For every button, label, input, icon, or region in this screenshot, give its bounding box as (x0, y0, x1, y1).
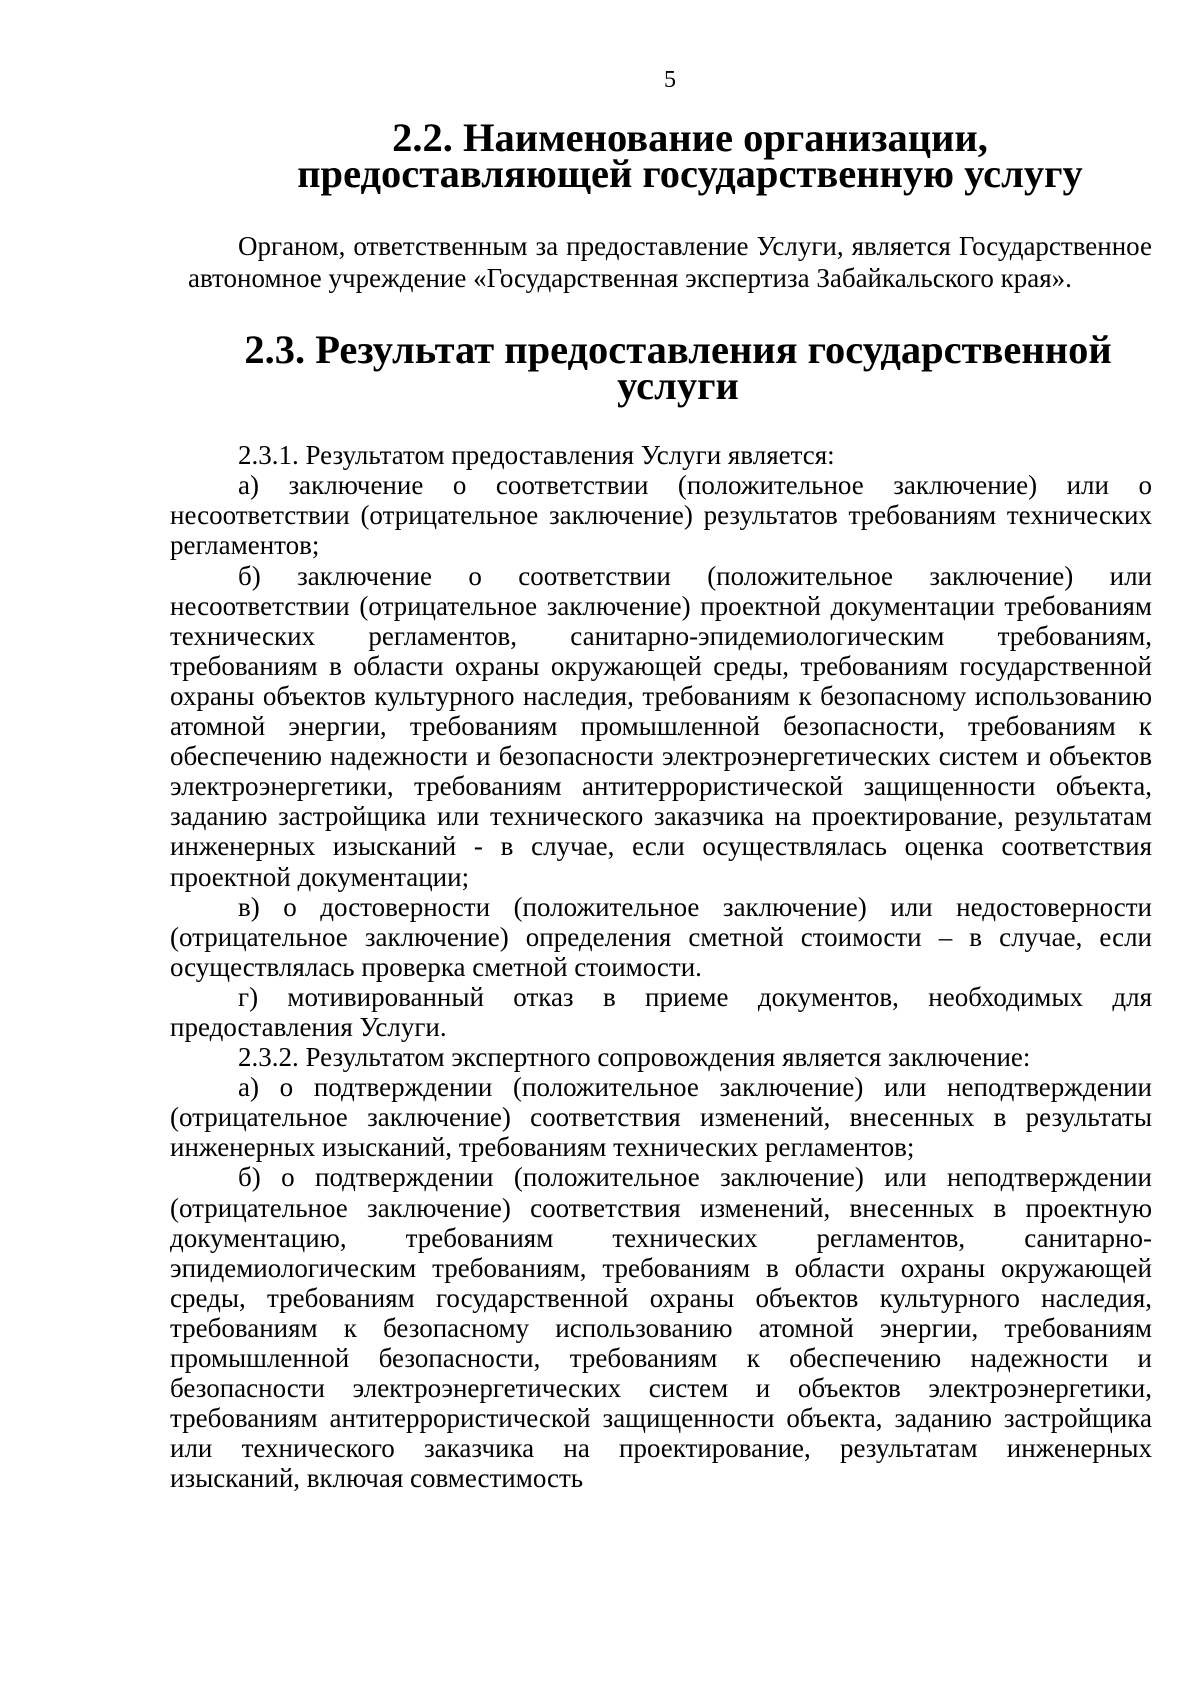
section-2-3-paragraph: г) мотивированный отказ в приеме документов, необходимых для предоставления Услуги. (170, 981, 1152, 1042)
section-2-2-heading-line1: 2.2. Наименование организации, (392, 115, 988, 160)
section-2-3-paragraph: а) о подтверждении (положительное заключение) или неподтверждении (отрицательное заключение) соответствия изменений, внесенных в результаты инженерных изысканий, требованиям технических регламентов; (170, 1072, 1152, 1163)
section-2-3-paragraph: 2.3.2. Результатом экспертного сопровождения является заключение: (238, 1042, 1031, 1073)
section-2-3-text (170, 440, 1152, 1493)
section-2-3 (170, 327, 1152, 1494)
section-2-3-heading: 2.3. Результат предоставления государственной услуги (244, 327, 1112, 409)
section-2-3-paragraph: б) о подтверждении (положительное заключение) или неподтверждении (отрицательное заключение) соответствия изменений, внесенных в проектную документацию, требованиям технических регламентов, санитарно-эпидемиологическим требованиям, требованиям в области охраны окружающей среды, требованиям государственной охраны объектов культурного наследия, требованиям к безопасному использованию атомной энергии, требованиям промышленной безопасности, требованиям к обеспечению надежности и безопасности электроэнергетических систем и объектов электроэнергетики, требованиям антитеррористической защищенности объекта, заданию застройщика или технического заказчика на проектирование, результатам инженерных изысканий, включая совместимость (170, 1162, 1152, 1494)
section-2-2-paragraph: Органом, ответственным за предоставление Услуги, является Государственное автономное учреждение «Государственная экспертиза Забайкальского края». (188, 231, 1152, 294)
section-2-2-heading-line2: предоставляющей государственную услугу (297, 151, 1083, 196)
section-2-3-paragraph: в) о достоверности (положительное заключение) или недостоверности (отрицательное заключение) определения сметной стоимости – в случае, если осуществлялась проверка сметной стоимости. (170, 891, 1152, 982)
page-number: 5 (664, 67, 676, 93)
document-body (170, 115, 1152, 1494)
section-2-3-paragraph: б) заключение о соответствии (положительное заключение) или несоответствии (отрицательное заключение) проектной документации требованиям технических регламентов, санитарно-эпидемиологическим требованиям, требованиям в области охраны окружающей среды, требованиям государственной охраны объектов культурного наследия, требованиям к безопасному использованию атомной энергии, требованиям промышленной безопасности, требованиям к обеспечению надежности и безопасности электроэнергетических систем и объектов электроэнергетики, требованиям антитеррористической защищенности объекта, заданию застройщика или технического заказчика на проектирование, результатам инженерных изысканий - в случае, если осуществлялась оценка соответствия проектной документации; (170, 560, 1152, 892)
section-2-3-paragraph: а) заключение о соответствии (положительное заключение) или о несоответствии (отрицательное заключение) результатов требованиям технических регламентов; (170, 470, 1152, 561)
section-2-2-heading (228, 115, 1152, 196)
section-2-2 (188, 115, 1152, 294)
section-2-3-paragraph: 2.3.1. Результатом предоставления Услуги является: (238, 440, 835, 471)
